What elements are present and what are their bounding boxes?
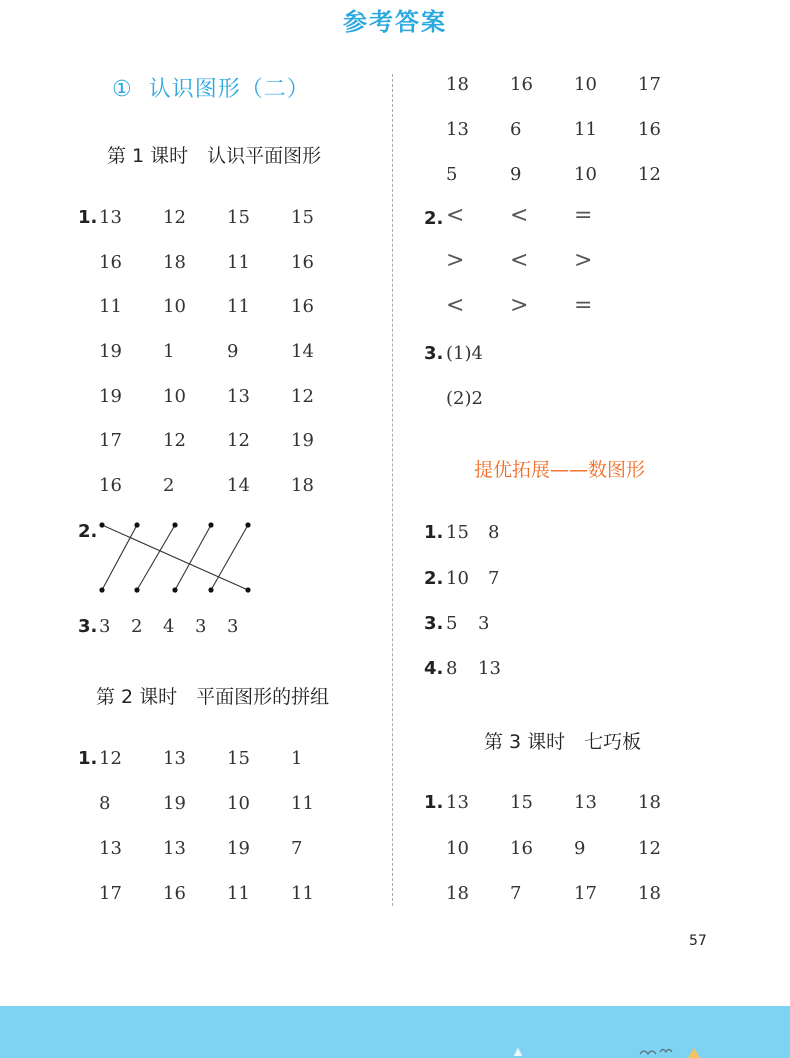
- lesson3-title: 第 3 课时 七巧板: [484, 731, 642, 753]
- answer-cell: 14: [291, 341, 314, 362]
- match-dot: [99, 522, 104, 527]
- l1-q2-number: 2.: [78, 521, 98, 542]
- answer-cell: 19: [99, 386, 122, 407]
- answer-cell: 5: [446, 613, 458, 634]
- answer-cell: 3: [478, 613, 490, 634]
- answer-cell: 13: [446, 119, 469, 140]
- comparison-symbol: >: [574, 248, 593, 273]
- answer-cell: 17: [99, 430, 122, 451]
- answer-cell: 10: [446, 838, 469, 859]
- answer-cell: 4: [163, 616, 175, 637]
- answer-cell: 11: [227, 252, 250, 273]
- answer-cell: 13: [574, 792, 597, 813]
- page-number: 57: [689, 933, 707, 949]
- answer-cell: 15: [510, 792, 533, 813]
- answer-cell: 19: [99, 341, 122, 362]
- answer-cell: 12: [163, 430, 186, 451]
- chapter-number: ①: [112, 77, 133, 102]
- r-q3-number: 3.: [424, 343, 444, 364]
- match-line: [211, 525, 248, 590]
- answer-cell: 8: [99, 793, 111, 814]
- ext-q1-number: 1.: [424, 522, 444, 543]
- answer-cell: 6: [510, 119, 522, 140]
- answer-cell: 15: [446, 522, 469, 543]
- answer-cell: 7: [291, 838, 303, 859]
- answer-cell: 12: [99, 748, 122, 769]
- answer-cell: 17: [574, 883, 597, 904]
- column-divider: [392, 74, 393, 906]
- answer-cell: 10: [574, 164, 597, 185]
- comparison-symbol: =: [574, 293, 593, 318]
- answer-cell: 1: [163, 341, 175, 362]
- answer-cell: 12: [227, 430, 250, 451]
- comparison-symbol: >: [446, 248, 465, 273]
- ext-q2-number: 2.: [424, 568, 444, 589]
- answer-line: (2)2: [446, 388, 483, 409]
- answer-cell: 5: [446, 164, 458, 185]
- match-dot: [134, 522, 139, 527]
- chapter-heading: [112, 72, 310, 103]
- match-dot: [134, 587, 139, 592]
- answer-cell: 11: [99, 296, 122, 317]
- page-title: 参考答案: [343, 8, 447, 36]
- answer-cell: 16: [510, 74, 533, 95]
- answer-cell: 2: [163, 475, 175, 496]
- match-line: [137, 525, 175, 590]
- lesson1-title: 第 1 课时 认识平面图形: [107, 145, 322, 167]
- answer-cell: 11: [291, 883, 314, 904]
- answer-cell: 10: [163, 296, 186, 317]
- answer-cell: 7: [488, 568, 500, 589]
- answer-cell: 13: [163, 838, 186, 859]
- l3-q1-number: 1.: [424, 792, 444, 813]
- answer-cell: 13: [227, 386, 250, 407]
- comparison-symbol: >: [510, 293, 529, 318]
- answer-cell: 13: [478, 658, 501, 679]
- match-dot: [208, 522, 213, 527]
- answer-cell: 3: [195, 616, 207, 637]
- l1-q3-number: 3.: [78, 616, 98, 637]
- answer-cell: 15: [227, 207, 250, 228]
- answer-cell: 9: [510, 164, 522, 185]
- match-dot: [172, 522, 177, 527]
- match-dot: [208, 587, 213, 592]
- answer-cell: 16: [291, 296, 314, 317]
- r-q2-number: 2.: [424, 208, 444, 229]
- answer-cell: 17: [638, 74, 661, 95]
- match-dot: [245, 587, 250, 592]
- answer-cell: 13: [446, 792, 469, 813]
- answer-cell: 11: [291, 793, 314, 814]
- comparison-symbol: =: [574, 203, 593, 228]
- answer-cell: 9: [227, 341, 239, 362]
- answer-cell: 11: [227, 296, 250, 317]
- answer-cell: 3: [99, 616, 111, 637]
- lesson2-title: 第 2 课时 平面图形的拼组: [96, 686, 330, 708]
- answer-cell: 19: [227, 838, 250, 859]
- match-line: [175, 525, 211, 590]
- answer-cell: 12: [638, 838, 661, 859]
- bird-icon: [0, 1006, 790, 1058]
- answer-cell: 18: [163, 252, 186, 273]
- answer-cell: 15: [291, 207, 314, 228]
- answer-line: (1)4: [446, 343, 483, 364]
- match-dot: [99, 587, 104, 592]
- answer-cell: 16: [638, 119, 661, 140]
- ext-q4-number: 4.: [424, 658, 444, 679]
- answer-cell: 7: [510, 883, 522, 904]
- answer-cell: 10: [446, 568, 469, 589]
- chapter-title: 认识图形（二）: [148, 77, 310, 102]
- match-line: [102, 525, 137, 590]
- answer-cell: 2: [131, 616, 143, 637]
- answer-cell: 19: [163, 793, 186, 814]
- answer-cell: 19: [291, 430, 314, 451]
- answer-cell: 16: [510, 838, 533, 859]
- answer-cell: 18: [291, 475, 314, 496]
- answer-cell: 16: [163, 883, 186, 904]
- answer-cell: 8: [446, 658, 458, 679]
- comparison-symbol: <: [446, 293, 465, 318]
- answer-cell: 16: [99, 475, 122, 496]
- answer-cell: 16: [291, 252, 314, 273]
- answer-cell: 3: [227, 616, 239, 637]
- answer-cell: 18: [446, 883, 469, 904]
- answer-cell: 10: [574, 74, 597, 95]
- answer-cell: 11: [227, 883, 250, 904]
- comparison-symbol: <: [510, 248, 529, 273]
- comparison-symbol: <: [510, 203, 529, 228]
- answer-cell: 12: [638, 164, 661, 185]
- match-line: [102, 525, 248, 590]
- match-dot: [245, 522, 250, 527]
- answer-cell: 18: [638, 883, 661, 904]
- answer-cell: 13: [163, 748, 186, 769]
- extension-title: 提优拓展——数图形: [474, 459, 646, 481]
- comparison-symbol: <: [446, 203, 465, 228]
- answer-cell: 1: [291, 748, 303, 769]
- answer-cell: 8: [488, 522, 500, 543]
- answer-cell: 15: [227, 748, 250, 769]
- answer-cell: 10: [163, 386, 186, 407]
- answer-cell: 13: [99, 207, 122, 228]
- answer-cell: 9: [574, 838, 586, 859]
- answer-cell: 10: [227, 793, 250, 814]
- l2-q1-number: 1.: [78, 748, 98, 769]
- answer-cell: 11: [574, 119, 597, 140]
- answer-cell: 18: [638, 792, 661, 813]
- answer-cell: 17: [99, 883, 122, 904]
- answer-cell: 12: [291, 386, 314, 407]
- ext-q3-number: 3.: [424, 613, 444, 634]
- answer-cell: 18: [446, 74, 469, 95]
- answer-cell: 13: [99, 838, 122, 859]
- match-dot: [172, 587, 177, 592]
- footer-band: [0, 1006, 790, 1058]
- l1-q1-number: 1.: [78, 207, 98, 228]
- matching-diagram: [92, 516, 262, 600]
- answer-cell: 12: [163, 207, 186, 228]
- answer-cell: 16: [99, 252, 122, 273]
- answer-cell: 14: [227, 475, 250, 496]
